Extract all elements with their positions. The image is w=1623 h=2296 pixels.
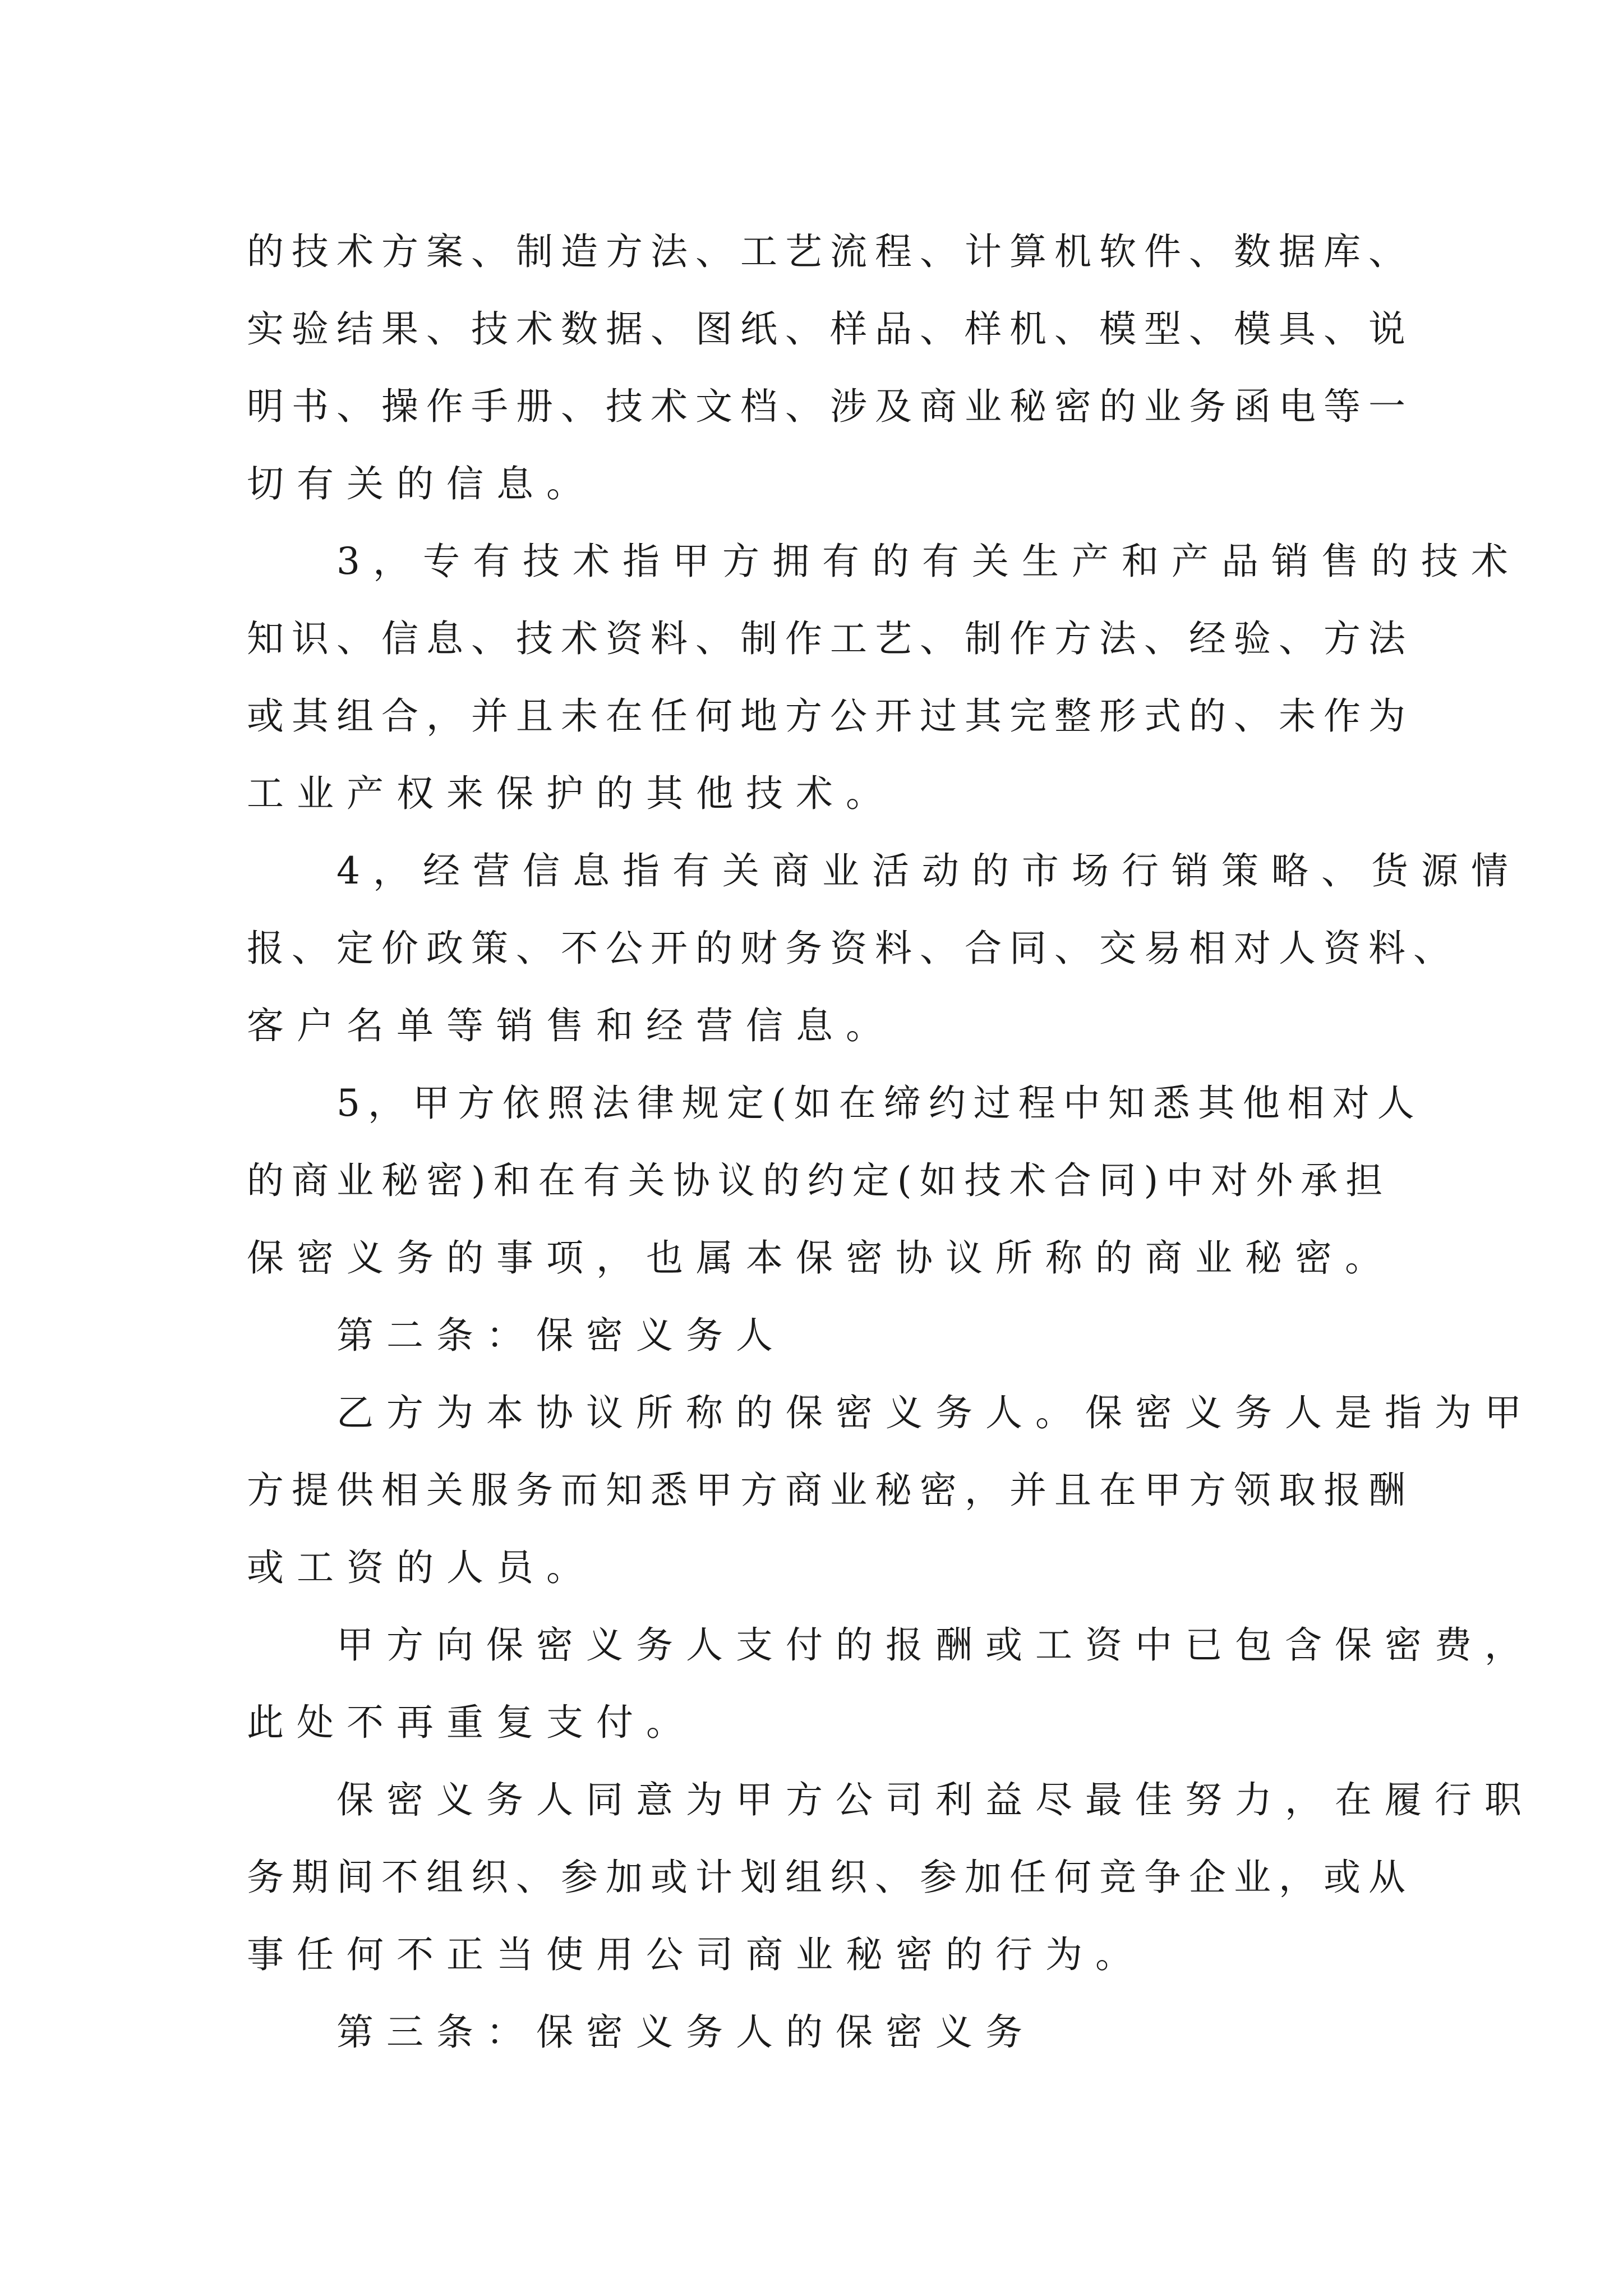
text-line: 保密义务的事项，也属本保密协议所称的商业秘密。 xyxy=(247,1236,1395,1280)
text-line: 或工资的人员。 xyxy=(247,1546,596,1589)
text-line: 工业产权来保护的其他技术。 xyxy=(247,772,896,815)
text-line: 事任何不正当使用公司商业秘密的行为。 xyxy=(247,1933,1145,1976)
text-line: 客户名单等销售和经营信息。 xyxy=(247,1004,896,1047)
text-line: 报、定价政策、不公开的财务资料、合同、交易相对人资料、 xyxy=(247,927,1458,970)
clause-3-start: 3，专有技术指甲方拥有的有关生产和产品销售的技术 xyxy=(336,540,1521,583)
paragraph-start: 保密义务人同意为甲方公司利益尽最佳努力，在履行职 xyxy=(336,1778,1534,1821)
document-page xyxy=(247,213,1534,2071)
text-line: 切有关的信息。 xyxy=(247,462,596,505)
article-3-heading: 第三条：保密义务人的保密义务 xyxy=(336,2010,1035,2054)
text-line: 的商业秘密)和在有关协议的约定(如技术合同)中对外承担 xyxy=(247,1159,1391,1202)
paragraph-start: 甲方向保密义务人支付的报酬或工资中已包含保密费， xyxy=(336,1623,1534,1667)
article-2-heading: 第二条：保密义务人 xyxy=(336,1314,786,1357)
text-line: 的技术方案、制造方法、工艺流程、计算机软件、数据库、 xyxy=(247,230,1413,273)
text-line: 务期间不组织、参加或计划组织、参加任何竞争企业，或从 xyxy=(247,1856,1413,1899)
text-line: 明书、操作手册、技术文档、涉及商业秘密的业务函电等一 xyxy=(247,385,1413,428)
text-line: 实验结果、技术数据、图纸、样品、样机、模型、模具、说 xyxy=(247,307,1413,351)
text-line: 此处不再重复支付。 xyxy=(247,1701,696,1744)
text-line: 方提供相关服务而知悉甲方商业秘密，并且在甲方领取报酬 xyxy=(247,1469,1413,1512)
text-line: 知识、信息、技术资料、制作工艺、制作方法、经验、方法 xyxy=(247,617,1413,660)
clause-5-start: 5，甲方依照法律规定(如在缔约过程中知悉其他相对人 xyxy=(336,1082,1422,1125)
text-line: 或其组合，并且未在任何地方公开过其完整形式的、未作为 xyxy=(247,694,1413,738)
clause-4-start: 4，经营信息指有关商业活动的市场行销策略、货源情 xyxy=(336,849,1521,892)
paragraph-start: 乙方为本协议所称的保密义务人。保密义务人是指为甲 xyxy=(336,1391,1534,1434)
